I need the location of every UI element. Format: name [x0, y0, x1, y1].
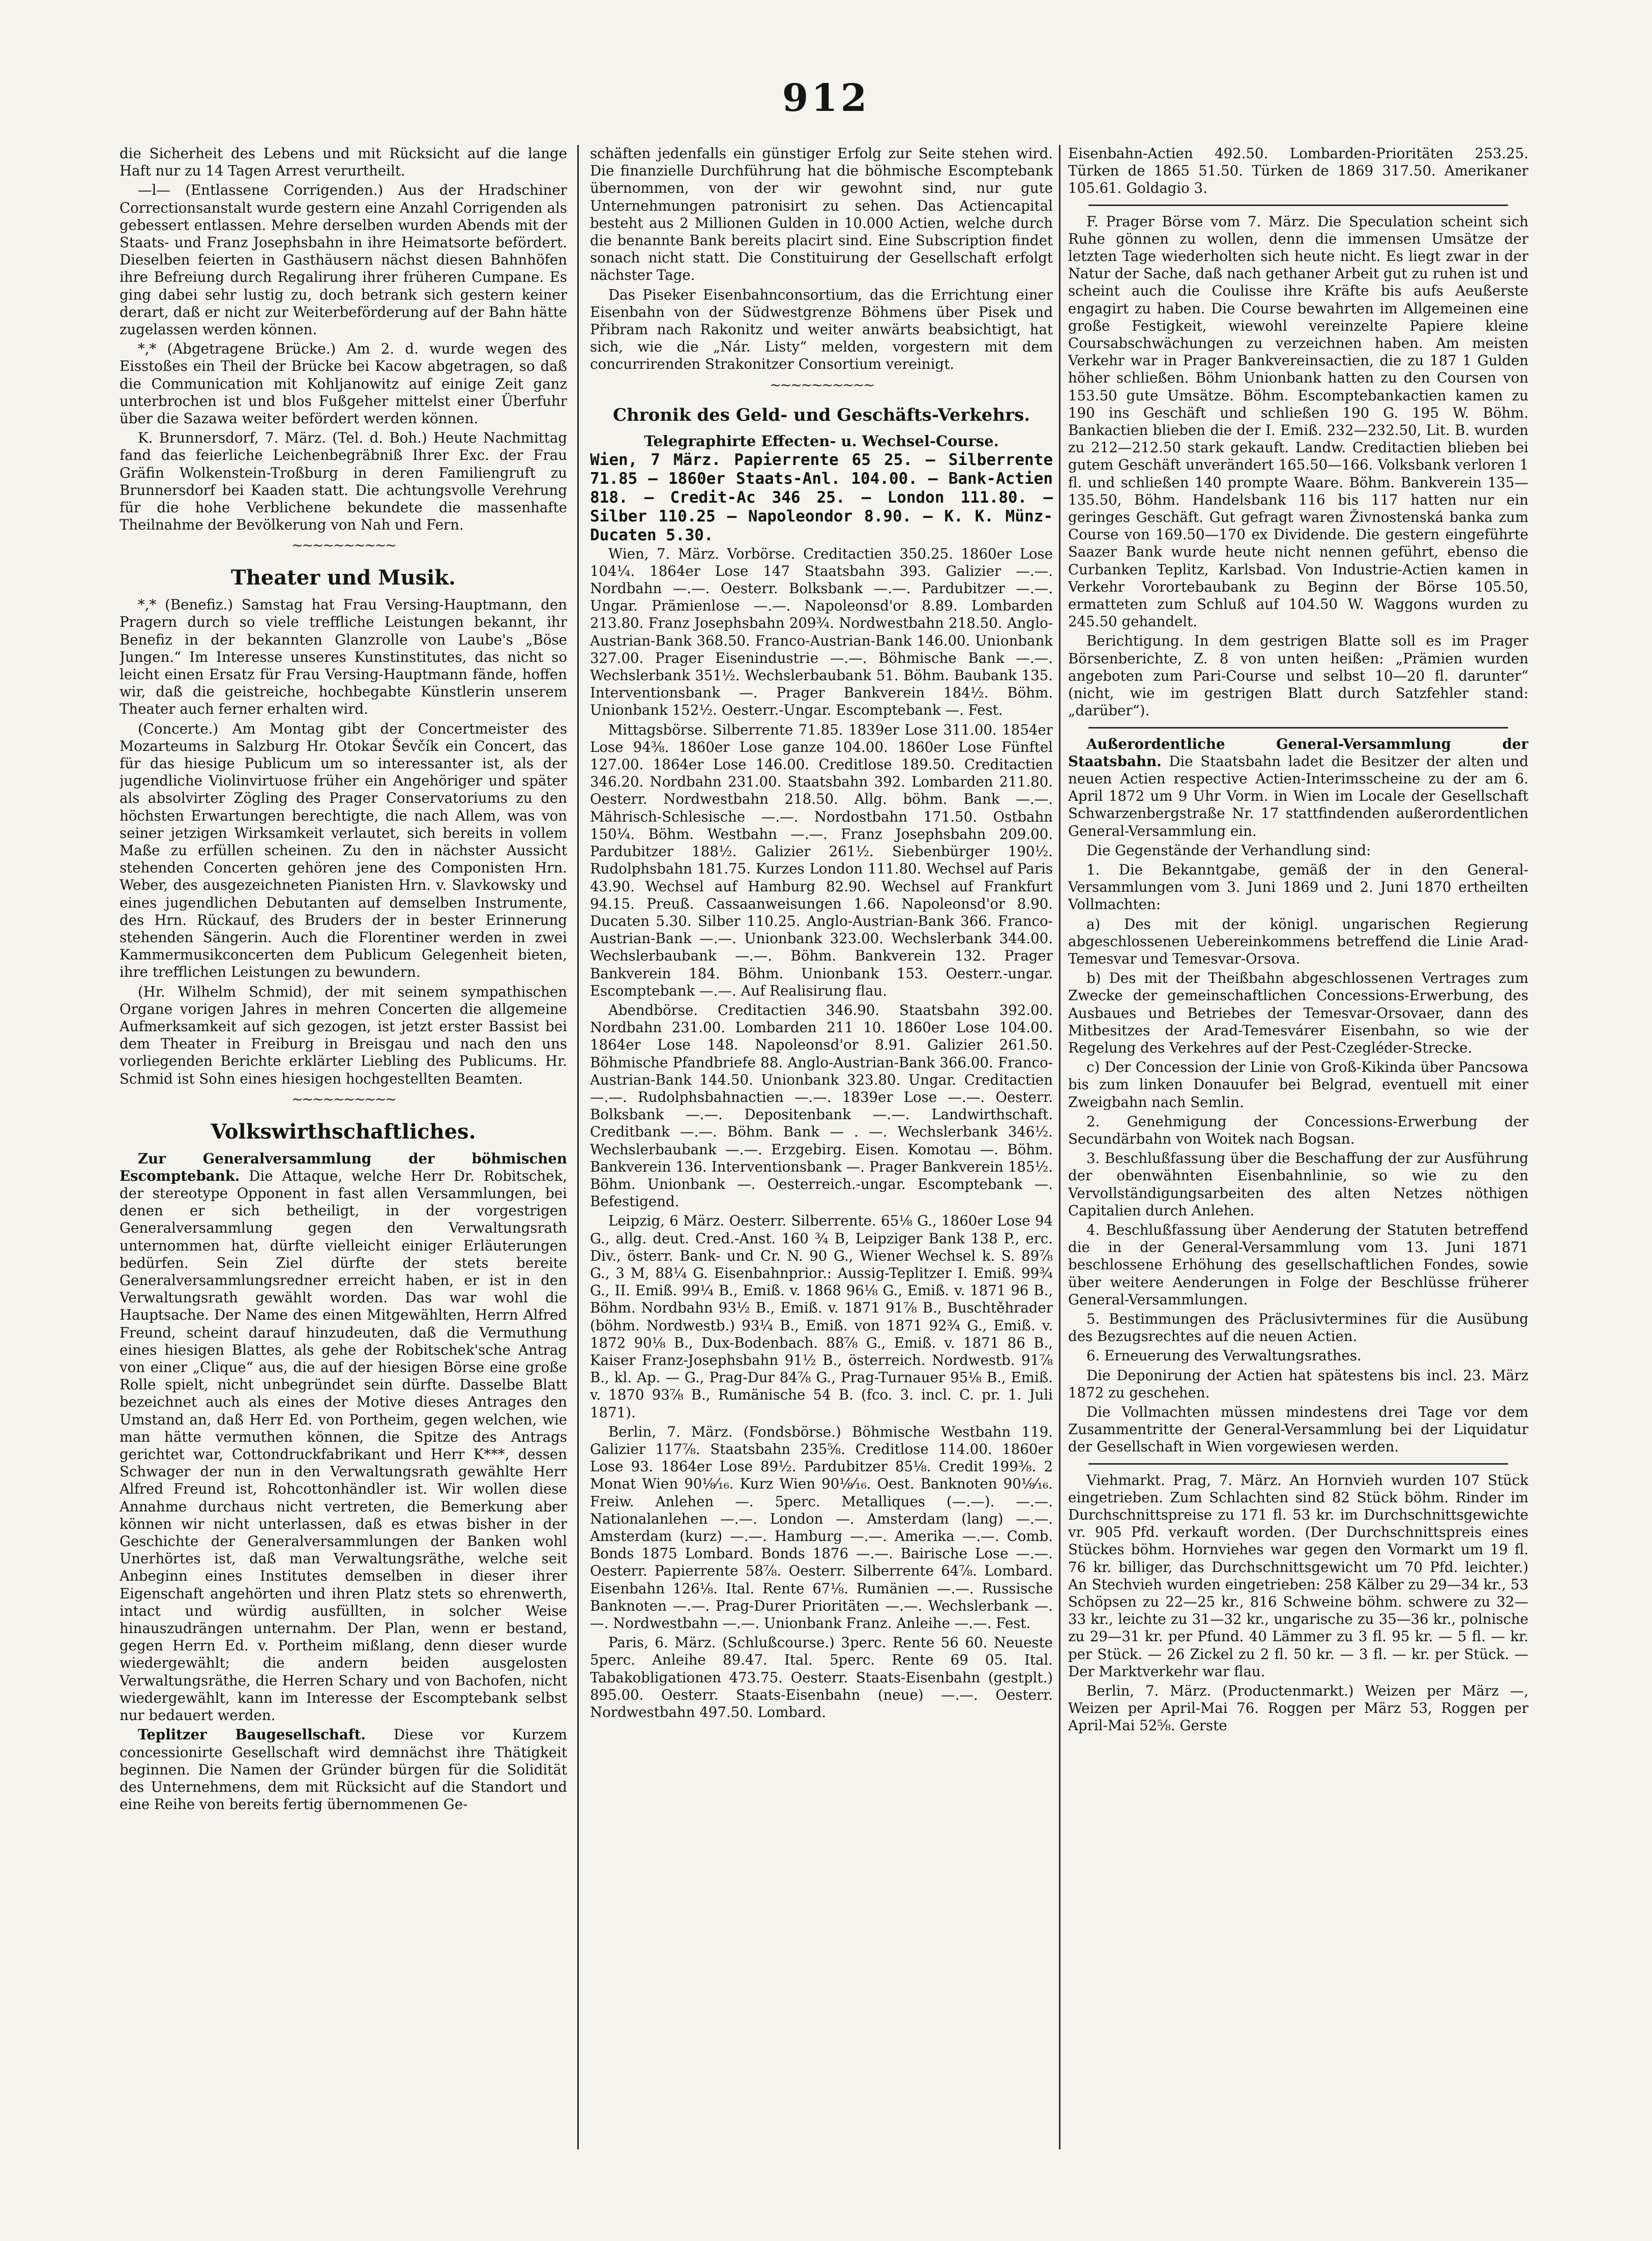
divider-rule — [1088, 205, 1508, 206]
agenda-subitem: c) Der Concession der Linie von Groß-Kikinda über Pancsowa bis zum linken Donauufer bei Belgrad, eventuell mit einer Zweigbahn nach Semlin. — [1068, 1059, 1528, 1111]
page-number: 912 — [782, 76, 870, 120]
agenda-subitem: a) Des mit der königl. ungarischen Regierung abgeschlossenen Uebereinkommens betreffend die Linie Arad-Temesvar und Temesvar-Orsova. — [1068, 915, 1528, 967]
market-leipzig: Leipzig, 6 März. Oesterr. Silberrente. 65⅛ G., 1860er Lose 94 G., allg. deut. Cred.-Anst. 160 ¾ B, Leipziger Bank 138 P., erc. Div., österr. Bank- und Cr. N. 90 G., Wiener Wechsel k. S. 89⅞ G., 3 M, 88¼ G. Eisenbahnprior.: Aussig-Teplitzer I. Emiß. 99¾ G., II. Emiß. 99¼ B., Emiß. v. 1868 96⅛ G., Emiß. v. 1871 96 B., Böhm. Nordbahn 93½ B., Emiß. v. 1871 91⅞ B., Buschtěhrader (böhm. Nordwestb.) 93¼ B., Emiß. von 1871 92¾ G., Emiß. v. 1872 90⅛ B., Dux-Bodenbach. 88⅞ G., Emiß. v. 1871 86 B., Kaiser Franz-Josephsbahn 91½ B., österreich. Nordwestb. 91⅞ B., kl. Ap. — G., Prag-Dur 84⅞ G., Prag-Turnauer 95⅛ B., Emiß. v. 1870 93⅞ B., Rumänische 54 B. (fco. 3. incl. C. pr. 1. Juli 1871). — [590, 1212, 1053, 1421]
paragraph: Eisenbahn-Actien 492.50. Lombarden-Prioritäten 253.25. Türken de 1865 51.50. Türken de 1869 317.50. Amerikaner 105.61. Goldagio 3. — [1068, 145, 1528, 197]
column-rule — [577, 145, 579, 2149]
correction-note: Berichtigung. In dem gestrigen Blatte soll es im Prager Börsenberichte, Z. 8 von unten heißen: „Prämien wurden angeboten zum Pari-Course und selbst 10—20 fl. darunter“ (nicht, wie im gestrigen Blatt durch Satzfehler stand: „darüber“). — [1068, 632, 1528, 719]
article-title: Teplitzer Baugesellschaft. — [138, 1726, 366, 1743]
article-title: Außerordentliche General-Versammlung der Staatsbahn. — [1068, 735, 1528, 770]
market-berlin-produce: Berlin, 7. März. (Productenmarkt.) Weizen per März —, Weizen per April-Mai 76. Roggen per März 53, Roggen per April-Mai 52⅝. Gerste — [1068, 1682, 1528, 1734]
divider-rule — [1088, 1463, 1508, 1465]
article-escomptebank: Die Attaque, welche Herr Dr. Robitschek, der stereotype Opponent in fast allen Versammlungen, bei denen er sich betheiligt, in der vorgestrigen Generalversammlung gegen den Verwaltungsrath unternommen hat, dürfte vielleicht einiger Erläuterungen bedürfen. Sein Ziel dürfte der stets bereite Generalversammlungsredner erreicht haben, er ist in den Verwaltungsrath gewählt worden. Das war wohl die Hauptsache. Der Name des einen Mitgewählten, Herrn Alfred Freund, scheint darauf hinzudeuten, daß die Vermuthung eines hiesigen Blattes, als gehe der Robitschek'sche Antrag von einer „Clique“ aus, die auf der hiesigen Börse eine große Rolle spielt, nicht unbegründet sein dürfte. Dasselbe Blatt bezeichnet auch als eines der Motive dieses Antrages den Umstand an, daß Herr Ed. von Portheim, gegen welchen, wie man hätte vermuthen können, die Spitze des Antrags gerichtet war, Cottondruckfabrikant und Herr K***, dessen Schwager der nun in den Verwaltungsrath gewählte Herr Alfred Freund ist, Rohcottonhändler ist. Wir wollen diese Annahme durchaus nicht vertreten, die Bemerkung aber können wir nicht unterlassen, daß es etwas bisher in der Geschichte der Generalversammlungen der Banken wohl Unerhörtes ist, daß man Verwaltungsräthe, welche seit Anbeginn eines Institutes demselben in dieser ihrer Eigenschaft angehörten und ihren Platz stets so ehrenwerth, intact und würdig ausfüllten, in solcher Weise hinauszudrängen unternahm. Der Plan, wenn er bestand, gegen Herrn Ed. v. Portheim mißlang, denn dieser wurde wiedergewählt; die andern beiden ausgelosten Verwaltungsräthe, die Herren Schary und von Bachofen, nicht wiedergewählt, kann im Interesse der Escomptebank selbst nur bedauert werden. — [120, 1167, 567, 1724]
paragraph: Die Deponirung der Actien hat spätestens bis incl. 23. März 1872 zu geschehen. — [1068, 1366, 1528, 1401]
market-cattle: Viehmarkt. Prag, 7. März. An Hornvieh wurden 107 Stück eingetrieben. Zum Schlachten sind 82 Stück böhm. Rinder im Durchschnittspreise zu 171 fl. 53 kr. im Durchschnittsgewichte vr. 905 Pfd. verkauft worden. (Der Durchschnittspreis eines Stückes böhm. Hornviehes war gegen den Vormarkt um 19 fl. 76 kr. billiger, das Durchschnittsgewicht um 70 Pfd. leichter.) An Stechvieh wurden eingetrieben: 258 Kälber zu 29—34 kr., 53 Schöpsen zu 22—25 kr., 816 Schweine böhm. schwere zu 32—33 kr., leichte zu 31—32 kr., ungarische zu 35—36 kr., polnische zu 29—31 kr. per Pfund. 40 Lämmer zu 3 fl. 95 kr. — 5 fl. — kr. per Stück. — 26 Zickel zu 2 fl. 50 kr. — 3 fl. — kr. per Stück. — Der Marktverkehr war flau. — [1068, 1471, 1528, 1680]
news-concerts: (Concerte.) Am Montag gibt der Concertmeister des Mozarteums in Salzburg Hr. Otokar Ševčík ein Concert, das für das hiesige Publicum um so interessanter ist, als der jugendliche Violinvirtuose früher ein Angehöriger und später als absolvirter Zögling des Prager Conservatoriums zu den höchsten Erwartungen berechtigte, die nach Allem, was von seiner jetzigen Wirksamkeit verlautet, sich bereits in vollem Maße zu erfüllen scheinen. Zu den in nächster Aussicht stehenden Concerten gehören jene des Componisten Hrn. Weber, des ausgezeichneten Pianisten Hrn. v. Slavkowsky und eines jugendlichen Debutanten auf demselben Instrumente, des Hrn. Rückauf, des Bruders der in bester Erinnerung stehenden Sängerin. Auch die Florentiner werden in zwei Kammermusikconcerten dem Publicum Gelegenheit bieten, ihre trefflichen Leistungen zu bewundern. — [120, 720, 567, 981]
divider-ornament: ~~~~~~~~~~ — [769, 376, 874, 393]
market-vienna-pre: Wien, 7. März. Vorbörse. Creditactien 350.25. 1860er Lose 104¼. 1864er Lose 147 Staatsbahn 393. Galizier —.—. Nordbahn —.—. Oesterr. Bolksbank —.—. Pardubitzer —.—. Ungar. Prämienlose —.—. Napoleonsd'or 8.89. Lombarden 213.80. Franz Josephsbahn 209¾. Nordwestbahn 218.50. Anglo-Austrian-Bank 368.50. Franco-Austrian-Bank 146.00. Unionbank 327.00. Prager Eisenindustrie —.—. Böhmische Bank —.—. Wechslerbank 351½. Wechslerbaubank 51. Böhm. Baubank 135. Interventionsbank —. Prager Bankverein 184½. Böhm. Unionbank 152½. Oesterr.-Ungar. Escomptebank —. Fest. — [590, 545, 1053, 719]
agenda-item: 2. Genehmigung der Concessions-Erwerbung der Secundärbahn von Woitek nach Bogsan. — [1068, 1113, 1528, 1147]
vienna-ticker: Wien, 7 März. Papierrente 65 25. — Silberrente 71.85 — 1860er Staats-Anl. 104.00. — Bank-Actien 818. — Credit-Ac 346 25. — London 111.80. — Silber 110.25 — Napoleondor 8.90. — K. K. Münz-Ducaten 5.30. — [590, 450, 1053, 545]
market-paris: Paris, 6. März. (Schlußcourse.) 3perc. Rente 56 60. Neueste 5perc. Anleihe 89.47. Ital. 5perc. Rente 69 05. Ital. Tabakobligationen 473.75. Oesterr. Staats-Eisenbahn (gestplt.) 895.00. Oesterr. Staats-Eisenbahn (neue) —.—. Oesterr. Nordwestbahn 497.50. Lombard. — [590, 1634, 1053, 1721]
news-correctional-release: —l— (Entlassene Corrigenden.) Aus der Hradschiner Correctionsanstalt wurde gestern eine Anzahl Corrigenden als gebessert entlassen. Mehre derselben wurden Abends mit der Staats- und Franz Josephsbahn in ihre Heimatsorte befördert. Dieselben feierten in Gasthäusern nächst diesen Bahnhöfen ihre Befreiung durch Regalirung ihrer früheren Cumpane. Es ging dabei sehr lustig zu, doch betrank sich gestern keiner derart, daß er nicht zur Weiterbeförderung auf der Bahn hätte zugelassen werden können. — [120, 182, 567, 338]
column-left — [120, 145, 567, 2155]
section-heading-economy: Volkswirthschaftliches. — [211, 1119, 476, 1144]
news-schmid: (Hr. Wilhelm Schmid), der mit seinem sympathischen Organe vorigen Jahres in mehren Concerten die allgemeine Aufmerksamkeit auf sich gezogen, ist jetzt erster Bassist bei dem Theater in Freiburg in Breisgau und nach den uns vorliegenden Berichte erklärter Liebling des Publicums. Hr. Schmid ist Sohn eines hiesigen hochgestellten Beamten. — [120, 983, 567, 1087]
section-heading-theater: Theater und Musik. — [231, 566, 456, 590]
column-right — [1068, 145, 1528, 2155]
market-berlin: Berlin, 7. März. (Fondsbörse.) Böhmische Westbahn 119. Galizier 117⅞. Staatsbahn 235⅝. Creditlose 114.00. 1860er Lose 93. 1864er Lose 89½. Pardubitzer 85⅛. Credit 199⅜. 2 Monat Wien 90⅛⁄₁₆. Kurz Wien 90⅛⁄₁₆. Oest. Banknoten 90⅛⁄₁₆. Freiw. Anlehen —. 5perc. Metalliques (—.—). —.—. Nationalanlehen —.—. London —. Amsterdam (lang) —.—. Amsterdam (kurz) —.—. Hamburg —.—. Amerika —.—. Comb. Bonds 1875 Lombard. Bonds 1876 —.—. Bairische Lose —.—. Oesterr. Papierrente 58⅞. Oesterr. Silberrente 64⅞. Lombard. Eisenbahn 126⅛. Ital. Rente 67⅛. Rumänien —.—. Russische Banknoten —.—. Prag-Durer Prioritäten —.—. Wechslerbank —.—. Nordwestbahn —.—. Unionbank Franz. Anleihe —.—. Fest. — [590, 1423, 1053, 1632]
divider-ornament: ~~~~~~~~~~ — [291, 537, 396, 554]
market-prague: F. Prager Börse vom 7. März. Die Speculation scheint sich Ruhe gönnen zu wollen, denn die immensen Umsätze der letzten Tage wiederholten sich heute nicht. Es liegt zwar in der Natur der Sache, daß nach gethaner Arbeit gut zu ruhen ist und scheint auch die Coulisse ihre Kräfte bis aufs Aeußerste engagirt zu haben. Die Course bewahrten im Allgemeinen eine große Festigkeit, wiewohl vereinzelte Papiere kleine Coursabschwächungen zu verzeichnen haben. Am meisten Verkehr war in Prager Bankvereinsactien, die zu 187 1 Gulden höher schließen. Böhm Unionbank hatten zu den Coursen von 153.50 gute Umsätze. Böhm. Escomptebankactien kamen zu 190 ins Geschäft und schließen 190 G. 195 W. Böhm. Bankactien blieben die der I. Emiß. 232—232.50, Lit. B. wurden zu 212—212.50 stark gekauft. Landw. Creditactien blieben bei gutem Geschäft unverändert 165.50—166. Volksbank verloren 1 fl. und schließen 140 prompte Waare. Böhm. Bankverein 135—135.50, Böhm. Handelsbank 116 bis 117 hatten nur ein geringes Geschäft. Gut gefragt waren Živnostenská banka zum Course von 169.50—170 ex Dividende. Die gestern eingeführte Saazer Bank wurde heute nicht nennen geführt, ebenso die Curbanken Teplitz, Karlsbad. Von Industrie-Actien kamen in Verkehr Vorortebaubank zu Beginn der Börse 105.50, ermatteten zum Schluß auf 104.50 W. Waggons wurden zu 245.50 gehandelt. — [1068, 213, 1528, 630]
article-teplitz: Diese vor Kurzem concessionirte Gesellschaft wird demnächst ihre Thätigkeit beginnen. Die Namen der Gründer bürgen für die Solidität des Unternehmens, dem mit Rücksicht auf die Standort und eine Reihe von bereits fertig übernommenen Ge- — [120, 1726, 567, 1813]
agenda-item: 1. Die Bekanntgabe, gemäß der in den General-Versammlungen vom 3. Juni 1869 und 2. Juni 1870 ertheilten Vollmachten: — [1068, 861, 1528, 913]
article-title: Zur Generalversammlung der böhmischen Escomptebank. — [120, 1150, 567, 1184]
paragraph: die Sicherheit des Lebens und mit Rücksicht auf die lange Haft nur zu 14 Tagen Arrest verurtheilt. — [120, 145, 567, 180]
section-heading-chronik: Chronik des Geld- und Geschäfts-Verkehrs. — [612, 405, 1030, 426]
news-bridge: *,* (Abgetragene Brücke.) Am 2. d. wurde wegen des Eisstoßes ein Theil der Brücke bei Kacow abgetragen, so daß die Communication mit Kohljanowitz auf einige Zeit ganz unterbrochen ist und blos Fußgeher mittelst einer Überfuhr über die Sazawa weiter befördert werden können. — [120, 340, 567, 427]
column-middle — [590, 145, 1053, 2155]
column-rule — [1059, 145, 1060, 2149]
agenda-item: 5. Bestimmungen des Präclusivtermines für die Ausübung des Bezugsrechtes auf die neuen Actien. — [1068, 1311, 1528, 1345]
divider-ornament: ~~~~~~~~~~ — [291, 1090, 396, 1108]
market-vienna-evening: Abendbörse. Creditactien 346.90. Staatsbahn 392.00. Nordbahn 231.00. Lombarden 211 10. 1860er Lose 104.00. 1864er Lose 148. Napoleonsd'or 8.91. Galizier 261.50. Böhmische Pfandbriefe 88. Anglo-Austrian-Bank 366.00. Franco-Austrian-Bank 144.50. Unionbank 323.80. Ungar. Creditactien —.—. Rudolphsbahnactien —.—. 1839er Lose —.—. Oesterr. Bolksbank —.—. Depositenbank —.—. Landwirthschaft. Creditbank —.—. Böhm. Bank — . —. Wechslerbank 346½. Wechslerbaubank —.—. Erzgebirg. Eisen. Komotau —. Böhm. Bankverein 136. Interventionsbank —. Prager Bankverein 185½. Böhm. Unionbank —. Oesterreich.-ungar. Escomptebank —. Befestigend. — [590, 1001, 1053, 1210]
subheading-telegraph: Telegraphirte Effecten- u. Wechsel-Course. — [644, 432, 999, 450]
agenda-item: 3. Beschlußfassung über die Beschaffung der zur Ausführung der obenwähnten Eisenbahnlinie, so wie zu den Vervollständigungsarbeiten des alten Netzes nöthigen Capitalien durch Anlehen. — [1068, 1150, 1528, 1219]
market-vienna-midday: Mittagsbörse. Silberrente 71.85. 1839er Lose 311.00. 1854er Lose 94⅜. 1860er Lose ganze 104.00. 1860er Lose Fünftel 127.00. 1864er Lose 146.00. Creditlose 189.50. Creditactien 346.20. Nordbahn 231.00. Staatsbahn 392. Lombarden 211.80. Oesterr. Nordwestbahn 218.50. Allg. böhm. Bank —.—. Mährisch-Schlesische —.—. Nordostbahn 171.50. Ostbahn 150¼. Böhm. Westbahn —.—. Franz Josephsbahn 209.00. Pardubitzer 188½. Galizier 261½. Siebenbürger 190½. Rudolphsbahn 181.75. Kurzes London 111.80. Wechsel auf Paris 43.90. Wechsel auf Hamburg 82.90. Wechsel auf Frankfurt 94.15. Preuß. Cassaanweisungen 1.66. Napoleonsd'or 8.90. Ducaten 5.30. Silber 110.25. Anglo-Austrian-Bank 366. Franco-Austrian-Bank —.—. Unionbank 323.00. Wechslerbank 344.00. Wechslerbaubank —.—. Böhm. Bankverein 132. Prager Bankverein 184. Böhm. Unionbank 153. Oesterr.-ungar. Escomptebank —.—. Auf Realisirung flau. — [590, 721, 1053, 999]
paragraph: Die Vollmachten müssen mindestens drei Tage vor dem Zusammentritte der General-Versammlung bei der Liquidatur der Gesellschaft in Wien vorgewiesen werden. — [1068, 1404, 1528, 1456]
news-benefiz: *,* (Benefiz.) Samstag hat Frau Versing-Hauptmann, den Pragern durch so viele treffliche Leistungen bekannt, ihr Benefiz in der bekannten Glanzrolle von Laube's „Böse Jungen.“ Im Interesse unseres Kunstinstitutes, das nicht so leicht einen Ersatz für Frau Versing-Hauptmann fände, hoffen wir, daß die geistreiche, hochbegabte Künstlerin unserem Theater auch ferner erhalten wird. — [120, 596, 567, 718]
news-brunnersdorf: K. Brunnersdorf, 7. März. (Tel. d. Boh.) Heute Nachmittag fand das feierliche Leichenbegräbniß Ihrer Exc. der Frau Gräfin Wolkenstein-Troßburg in deren Familiengruft zu Brunnersdorf bei Kaaden statt. Die achtungsvolle Verehrung für die hohe Verblichene bekundete die massenhafte Theilnahme der Bevölkerung von Nah und Fern. — [120, 429, 567, 534]
agenda-subitem: b) Des mit der Theißbahn abgeschlossenen Vertrages zum Zwecke der gemeinschaftlichen Concessions-Erwerbung, des Ausbaues und Betriebes der Temesvar-Orsovaer, dann des Mitbesitzes der Arad-Temesvárer Eisenbahn, so wie der Regelung des Verkehres auf der Pest-Czegléder-Strecke. — [1068, 970, 1528, 1056]
agenda-item: 4. Beschlußfassung über Aenderung der Statuten betreffend die in der General-Versammlung vom 13. Juni 1871 beschlossene Erhöhung des gesellschaftlichen Fondes, sowie über weitere Aenderungen in Folge der Beschlüsse früherer General-Versammlungen. — [1068, 1221, 1528, 1308]
notice-staatsbahn: Die Staatsbahn ladet die Besitzer der alten und neuen Actien respective Actien-Interimsscheine zu der am 6. April 1872 um 9 Uhr Vorm. in Wien im Locale der Gesellschaft Schwarzenbergstraße Nr. 17 stattfindenden außerordentlichen General-Versammlung ein. — [1068, 752, 1528, 839]
divider-rule — [1088, 727, 1508, 729]
agenda-item: 6. Erneuerung des Verwaltungsrathes. — [1086, 1347, 1362, 1364]
news-pisek-railway: Das Piseker Eisenbahnconsortium, das die Errichtung einer Eisenbahn von der Südwestgrenze Böhmens über Pisek und Přibram nach Rakonitz und weiter anwärts beabsichtigt, hat sich, wie die „Nár. Listy“ melden, vorgestern mit dem concurrirenden Strakonitzer Consortium vereinigt. — [590, 286, 1053, 373]
paragraph: schäften jedenfalls ein günstiger Erfolg zur Seite stehen wird. Die finanzielle Durchführung hat die böhmische Escomptebank übernommen, von der wir gewohnt sind, nur gute Unternehmungen patronisirt zu sehen. Das Actiencapital besteht aus 2 Millionen Gulden in 10.000 Actien, welche durch die benannte Bank bereits placirt sind. Eine Subscription findet sonach nicht statt. Die Constituirung der Gesellschaft erfolgt nächster Tage. — [590, 145, 1053, 284]
paragraph: Die Gegenstände der Verhandlung sind: — [1086, 841, 1371, 859]
